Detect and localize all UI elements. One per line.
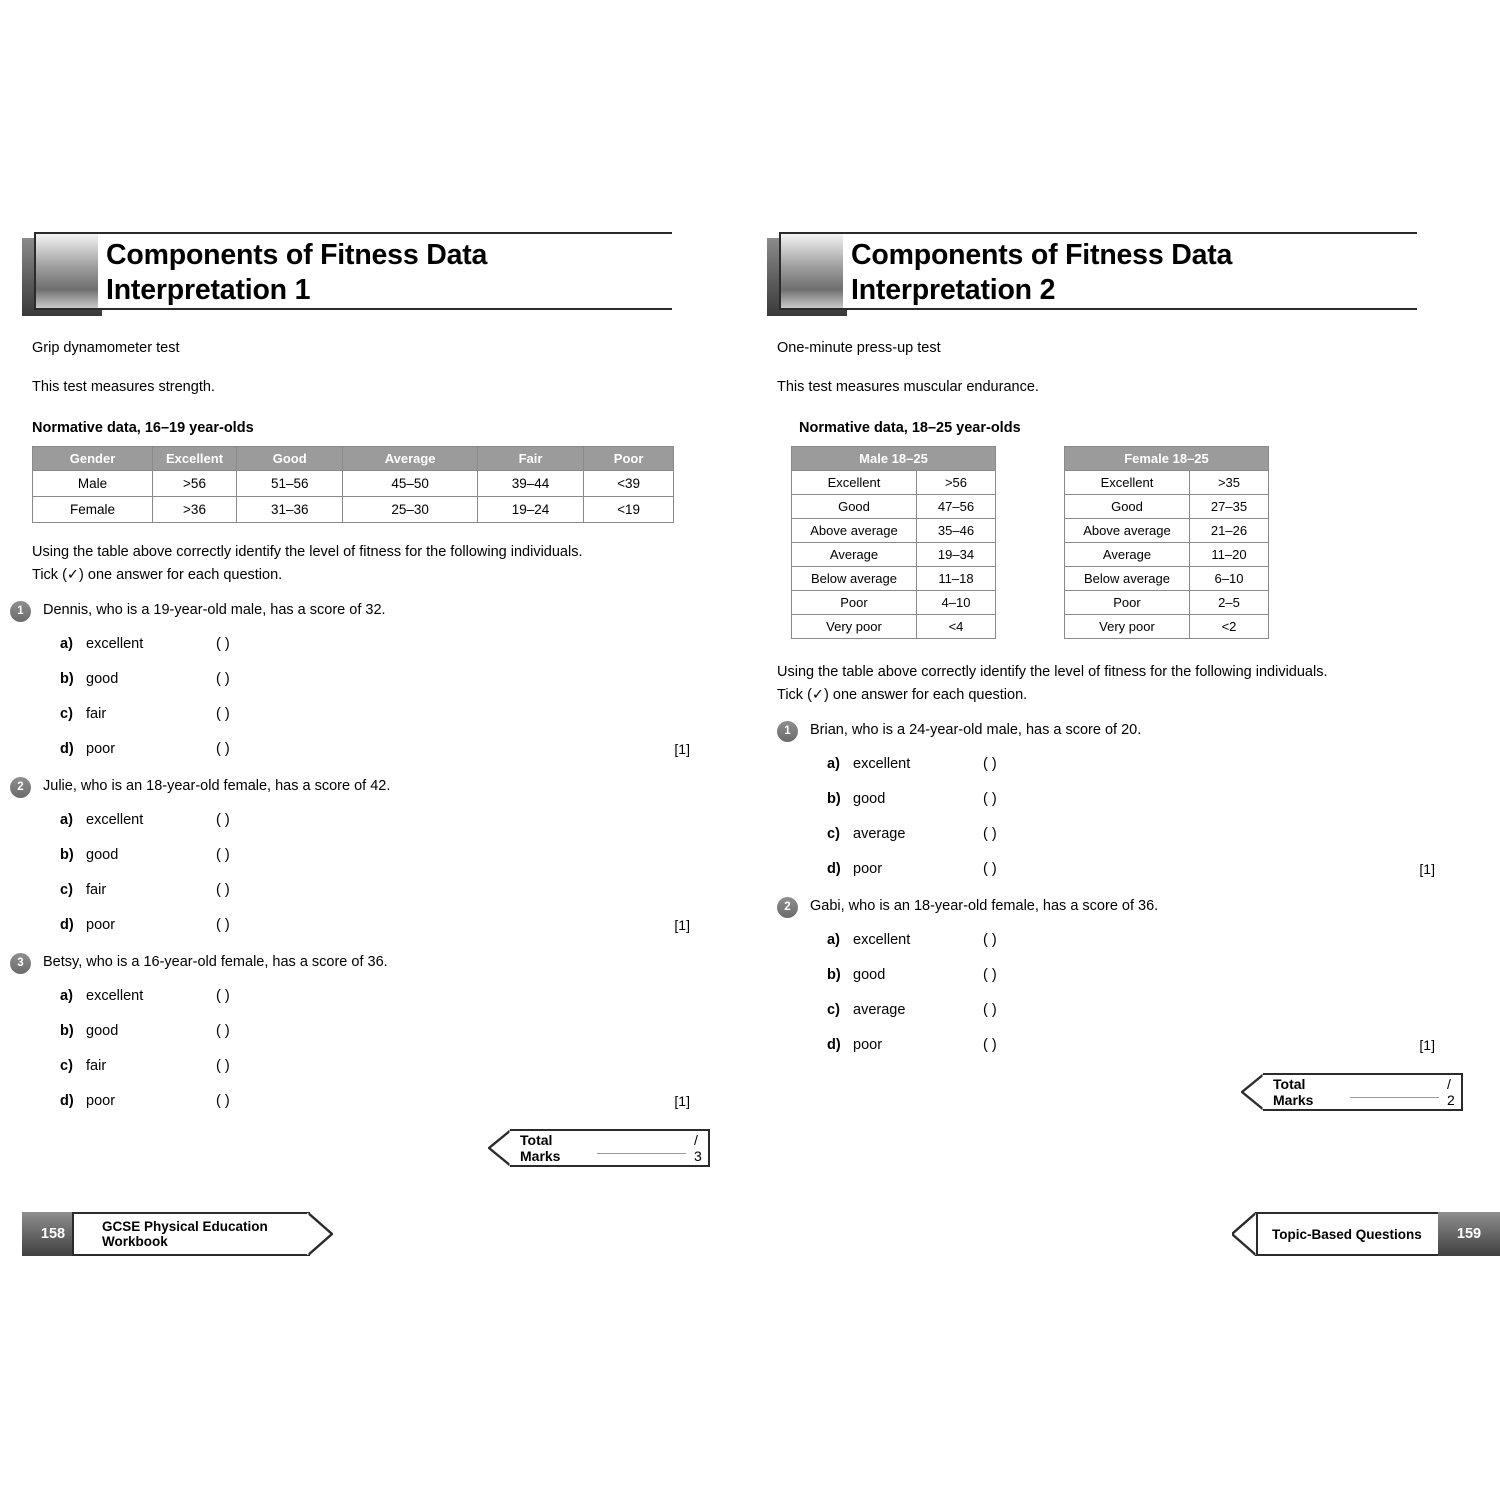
total-marks-value: / 3 (693, 1131, 702, 1164)
tick-box[interactable]: ( ) (983, 790, 997, 807)
mark-allocation: [1] (674, 916, 690, 933)
table-header-cell: Gender (33, 447, 153, 471)
answer-option-a[interactable] (827, 756, 1445, 772)
table-cell: Above average (792, 519, 917, 543)
option-label: excellent (853, 931, 911, 948)
table-cell: Good (792, 495, 917, 519)
question-header (777, 896, 1445, 918)
option-letter: a) (60, 811, 73, 828)
instruction-line-1: Using the table above correctly identify the level of fitness for the following individuals. (32, 544, 583, 561)
table-row (1065, 519, 1269, 543)
tick-box[interactable]: ( ) (216, 811, 230, 828)
table-header-cell: Average (343, 447, 477, 471)
tick-box[interactable]: ( ) (983, 966, 997, 983)
total-marks-right (755, 1073, 1455, 1113)
option-letter: a) (827, 755, 840, 772)
tick-box[interactable]: ( ) (216, 987, 230, 1004)
table-cell: 31–36 (237, 497, 343, 523)
option-label: excellent (86, 987, 144, 1004)
answer-option-c[interactable] (827, 1002, 1445, 1018)
footer-right (1232, 1212, 1500, 1258)
answer-option-c[interactable] (60, 706, 700, 722)
page-number-left: 158 (22, 1212, 84, 1256)
option-label: excellent (86, 811, 144, 828)
normative-data-label: Normative data, 16–19 year-olds (32, 420, 254, 437)
table-header-cell: Female 18–25 (1065, 447, 1269, 471)
table-cell: Very poor (792, 615, 917, 639)
total-marks-arrow-left (488, 1129, 512, 1167)
option-letter: c) (60, 881, 73, 898)
table-cell: Good (1065, 495, 1190, 519)
table-cell: Excellent (1065, 471, 1190, 495)
answer-option-d[interactable] (827, 861, 1445, 877)
table-row (792, 591, 996, 615)
question-2 (10, 776, 700, 933)
table-cell: 6–10 (1190, 567, 1269, 591)
option-label: fair (86, 705, 107, 722)
table-header-row (792, 447, 996, 471)
table-cell: Poor (792, 591, 917, 615)
answer-option-b[interactable] (60, 847, 700, 863)
table-row (792, 519, 996, 543)
option-letter: c) (60, 1057, 73, 1074)
table-row (1065, 615, 1269, 639)
question-text: Dennis, who is a 19-year-old male, has a score of 32. (43, 601, 386, 618)
answer-option-d[interactable] (60, 741, 700, 757)
option-letter: d) (827, 860, 841, 877)
answer-option-d[interactable] (827, 1037, 1445, 1053)
table-cell: 11–20 (1190, 543, 1269, 567)
table-header-cell: Fair (477, 447, 583, 471)
table-cell: Below average (1065, 567, 1190, 591)
option-letter: b) (60, 846, 74, 863)
table-cell: <4 (917, 615, 996, 639)
table-row (1065, 567, 1269, 591)
table-row (1065, 495, 1269, 519)
tick-box[interactable]: ( ) (216, 670, 230, 687)
female-normative-table (1064, 446, 1269, 639)
table-cell: <2 (1190, 615, 1269, 639)
question-number-badge: 1 (777, 721, 798, 742)
instructions (777, 661, 1445, 706)
table-cell: >56 (153, 471, 237, 497)
table-cell: 4–10 (917, 591, 996, 615)
table-cell: 25–30 (343, 497, 477, 523)
table-cell: Male (33, 471, 153, 497)
table-cell: Poor (1065, 591, 1190, 615)
right-page (755, 232, 1455, 1113)
table-cell: >36 (153, 497, 237, 523)
total-marks-arrow-right (1241, 1073, 1265, 1111)
right-page-heading-banner (755, 232, 1445, 314)
total-marks-box-right (1263, 1073, 1463, 1111)
option-label: poor (86, 1092, 116, 1109)
option-letter: d) (827, 1036, 841, 1053)
tick-box[interactable]: ( ) (983, 860, 997, 877)
answer-option-d[interactable] (60, 917, 700, 933)
question-text: Julie, who is an 18-year-old female, has a score of 42. (43, 777, 391, 794)
left-page (10, 232, 700, 1169)
table-row (792, 615, 996, 639)
table-cell: Female (33, 497, 153, 523)
tick-box[interactable]: ( ) (216, 846, 230, 863)
left-page-heading-banner (10, 232, 700, 314)
test-measures: This test measures muscular endurance. (777, 379, 1039, 396)
answer-option-a[interactable] (60, 988, 700, 1004)
total-marks-label: Total Marks (520, 1131, 561, 1164)
male-normative-table (791, 446, 996, 639)
tick-box[interactable]: ( ) (983, 931, 997, 948)
tick-box[interactable]: ( ) (216, 1022, 230, 1039)
question-number-badge: 1 (10, 601, 31, 622)
option-letter: b) (827, 790, 841, 807)
table-cell: 2–5 (1190, 591, 1269, 615)
footer-arrow-left (307, 1212, 333, 1256)
banner-gradient-right (781, 234, 843, 308)
table-header-cell: Poor (584, 447, 674, 471)
tick-box[interactable]: ( ) (983, 755, 997, 772)
normative-data-tables (791, 446, 1445, 639)
answer-option-b[interactable] (60, 671, 700, 687)
table-row (33, 497, 674, 523)
footer-text-box-right (1256, 1212, 1440, 1256)
page-number-right: 159 (1438, 1212, 1500, 1256)
table-row (792, 567, 996, 591)
option-label: average (853, 825, 906, 842)
footer-text-box-left (72, 1212, 310, 1256)
answer-option-b[interactable] (60, 1023, 700, 1039)
table-row (33, 471, 674, 497)
table-cell: Very poor (1065, 615, 1190, 639)
table-cell: Excellent (792, 471, 917, 495)
total-marks-blank[interactable] (597, 1141, 686, 1154)
answer-option-a[interactable] (60, 812, 700, 828)
option-label: poor (86, 916, 116, 933)
table-cell: 19–34 (917, 543, 996, 567)
option-label: good (853, 966, 886, 983)
test-name: One-minute press-up test (777, 340, 941, 356)
tick-box[interactable]: ( ) (216, 1057, 230, 1074)
instruction-line-2: Tick (✓) one answer for each question. (32, 566, 283, 583)
answer-option-d[interactable] (60, 1093, 700, 1109)
answer-option-c[interactable] (60, 1058, 700, 1074)
option-letter: a) (60, 987, 73, 1004)
option-label: poor (853, 860, 883, 877)
question-number-badge: 2 (777, 897, 798, 918)
instructions (32, 541, 700, 586)
table-cell: 19–24 (477, 497, 583, 523)
question-text: Brian, who is a 24-year-old male, has a score of 20. (810, 721, 1142, 738)
answer-option-b[interactable] (827, 967, 1445, 983)
option-letter: d) (60, 916, 74, 933)
option-label: good (86, 846, 119, 863)
tick-box[interactable]: ( ) (216, 881, 230, 898)
table-cell: Below average (792, 567, 917, 591)
table-header-cell: Good (237, 447, 343, 471)
table-header-cell: Male 18–25 (792, 447, 996, 471)
mark-allocation: [1] (1419, 860, 1435, 877)
table-cell: 39–44 (477, 471, 583, 497)
mark-allocation: [1] (674, 740, 690, 757)
footer-label: Topic-Based Questions (1272, 1226, 1422, 1242)
tick-box[interactable]: ( ) (216, 740, 230, 757)
page-title: Components of Fitness Data Interpretation 1 (106, 239, 488, 306)
option-letter: c) (827, 825, 840, 842)
footer-arrow-right (1232, 1212, 1258, 1256)
banner-gradient-left (36, 234, 98, 308)
question-3 (10, 952, 700, 1109)
table-cell: <19 (584, 497, 674, 523)
test-name: Grip dynamometer test (32, 340, 180, 356)
option-letter: d) (60, 740, 74, 757)
table-row (792, 543, 996, 567)
table-row (1065, 543, 1269, 567)
table-cell: Above average (1065, 519, 1190, 543)
option-label: excellent (853, 755, 911, 772)
total-marks-left (10, 1129, 700, 1169)
table-cell: 47–56 (917, 495, 996, 519)
option-letter: a) (60, 635, 73, 652)
table-header-cell: Excellent (153, 447, 237, 471)
option-label: good (86, 670, 119, 687)
table-cell: 35–46 (917, 519, 996, 543)
footer-label: GCSE Physical Education Workbook (102, 1219, 268, 1249)
option-label: average (853, 1001, 906, 1018)
table-cell: 11–18 (917, 567, 996, 591)
option-letter: b) (60, 1022, 74, 1039)
tick-box[interactable]: ( ) (216, 916, 230, 933)
tick-box[interactable]: ( ) (216, 705, 230, 722)
total-marks-blank[interactable] (1350, 1085, 1439, 1098)
option-letter: a) (827, 931, 840, 948)
total-marks-label: Total Marks (1273, 1075, 1314, 1108)
answer-option-c[interactable] (60, 882, 700, 898)
option-letter: b) (827, 966, 841, 983)
question-header (777, 720, 1445, 742)
question-number-badge: 3 (10, 953, 31, 974)
question-2 (777, 896, 1445, 1053)
tick-box[interactable]: ( ) (983, 1001, 997, 1018)
table-header-row (1065, 447, 1269, 471)
answer-option-a[interactable] (827, 932, 1445, 948)
instruction-line-1: Using the table above correctly identify the level of fitness for the following individuals. (777, 664, 1328, 681)
table-cell: 51–56 (237, 471, 343, 497)
tick-box[interactable]: ( ) (216, 1092, 230, 1109)
table-cell: Average (1065, 543, 1190, 567)
question-header (10, 600, 700, 622)
mark-allocation: [1] (674, 1092, 690, 1109)
question-1 (10, 600, 700, 757)
table-cell: >56 (917, 471, 996, 495)
option-label: fair (86, 1057, 107, 1074)
tick-box[interactable]: ( ) (983, 1036, 997, 1053)
normative-data-table (32, 446, 674, 523)
table-cell: 27–35 (1190, 495, 1269, 519)
table-cell: Average (792, 543, 917, 567)
option-label: poor (86, 740, 116, 757)
option-label: poor (853, 1036, 883, 1053)
option-letter: d) (60, 1092, 74, 1109)
table-row (792, 471, 996, 495)
question-number-badge: 2 (10, 777, 31, 798)
answer-option-c[interactable] (827, 826, 1445, 842)
test-measures: This test measures strength. (32, 379, 215, 396)
question-header (10, 952, 700, 974)
mark-allocation: [1] (1419, 1036, 1435, 1053)
question-text: Betsy, who is a 16-year-old female, has a score of 36. (43, 953, 388, 970)
question-text: Gabi, who is an 18-year-old female, has a score of 36. (810, 897, 1159, 914)
table-cell: 21–26 (1190, 519, 1269, 543)
option-label: good (86, 1022, 119, 1039)
option-letter: c) (60, 705, 73, 722)
question-1 (777, 720, 1445, 877)
question-header (10, 776, 700, 798)
table-row (792, 495, 996, 519)
page-title: Components of Fitness Data Interpretation 2 (851, 239, 1233, 306)
total-marks-box-left (510, 1129, 710, 1167)
option-letter: b) (60, 670, 74, 687)
footer-left (10, 1212, 350, 1258)
option-label: excellent (86, 635, 144, 652)
normative-data-label: Normative data, 18–25 year-olds (799, 420, 1021, 437)
tick-box[interactable]: ( ) (983, 825, 997, 842)
option-label: fair (86, 881, 107, 898)
table-row (1065, 591, 1269, 615)
table-cell: >35 (1190, 471, 1269, 495)
tick-box[interactable]: ( ) (216, 635, 230, 652)
option-letter: c) (827, 1001, 840, 1018)
answer-option-a[interactable] (60, 636, 700, 652)
instruction-line-2: Tick (✓) one answer for each question. (777, 686, 1028, 703)
table-header-row (33, 447, 674, 471)
table-cell: <39 (584, 471, 674, 497)
answer-option-b[interactable] (827, 791, 1445, 807)
total-marks-value: / 2 (1446, 1075, 1455, 1108)
table-row (1065, 471, 1269, 495)
table-cell: 45–50 (343, 471, 477, 497)
option-label: good (853, 790, 886, 807)
